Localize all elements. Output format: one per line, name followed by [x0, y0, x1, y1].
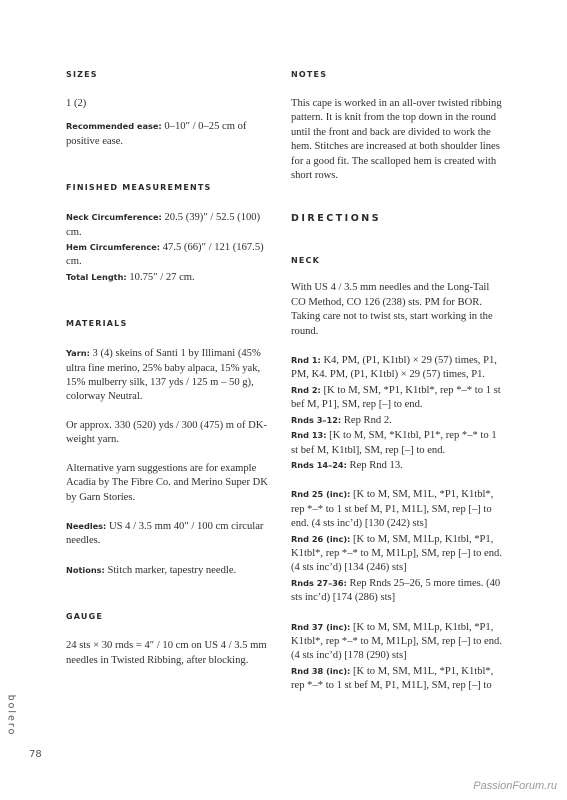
round-instruction: Rnd 38 (inc): [K to M, SM, M1L, *P1, K1tbl*, rep *–* to 1 st bef M, P1, M1L], SM, rep [–] to: [291, 665, 494, 692]
directions-heading: DIRECTIONS: [291, 213, 382, 225]
round-instruction: Rnd 25 (inc): [K to M, SM, M1L, *P1, K1tbl*, rep *–* to 1 st bef M, P1, M1L], SM, rep [–] to end. (4 sts inc’d) [130 (242) sts]: [291, 489, 494, 530]
hem-value: 47.5 (66)″ / 121 (167.5) cm.: [66, 242, 264, 268]
right-column: [291, 70, 506, 694]
round-instruction: Rnds 14–24: Rep Rnd 13.: [291, 459, 403, 471]
round-instruction: Rnds 3–12: Rep Rnd 2.: [291, 414, 392, 426]
yarn-alternatives: Alternative yarn suggestions are for example Acadia by The Fibre Co. and Merino Super DK by Garn Stories.: [66, 462, 268, 503]
sizes-heading: SIZES: [66, 70, 98, 79]
ease-label: Recommended ease:: [66, 121, 162, 132]
recommended-ease: [66, 119, 278, 149]
needles-label: Needles:: [66, 520, 107, 531]
gauge-heading: GAUGE: [66, 612, 104, 622]
round-instruction: Rnd 26 (inc): [K to M, SM, M1Lp, K1tbl, *P1, K1tbl*, rep *–* to M, M1Lp], SM, rep [–] to end. (4 sts inc’d) [134 (246) sts]: [291, 533, 502, 574]
yarn-approx: Or approx. 330 (520) yds / 300 (475) m of DK-weight yarn.: [66, 419, 267, 446]
rounds-block-1: [291, 353, 506, 473]
yarn-value: 3 (4) skeins of Santi 1 by Illimani (45% ultra fine merino, 25% baby alpaca, 15% yak, 15% mulberry silk, 137 yds / 125 m – 50 g), colorway Neutral.: [66, 348, 261, 403]
ease-value: 0–10″ / 0–25 cm of positive ease.: [66, 121, 247, 147]
side-label: bolero: [5, 694, 17, 737]
round-instruction: Rnd 37 (inc): [K to M, SM, M1Lp, K1tbl, *P1, K1tbl*, rep *–* to M, M1Lp], SM, rep [–] to end. (4 sts inc’d) [178 (290) sts]: [291, 621, 502, 662]
rounds-block-3: [291, 620, 506, 694]
rounds-block-2: [291, 487, 506, 605]
round-instruction: Rnd 1: K4, PM, (P1, K1tbl) × 29 (57) times, P1, PM, K4. PM, (P1, K1tbl) × 29 (57) times, P1.: [291, 355, 497, 381]
needles-value: US 4 / 3.5 mm 40″ / 100 cm circular needles.: [66, 520, 264, 547]
yarn-label: Yarn:: [66, 348, 90, 359]
page-number: 78: [29, 749, 42, 760]
sizes-value: 1 (2): [66, 98, 87, 109]
needles: [66, 519, 278, 549]
round-instruction: Rnds 27–36: Rep Rnds 25–26, 5 more times. (40 sts inc’d) [174 (286) sts]: [291, 577, 501, 604]
notions: [66, 563, 278, 578]
left-column: [66, 70, 278, 668]
yarn: [66, 346, 278, 405]
gauge-text: 24 sts × 30 rnds = 4″ / 10 cm on US 4 / 3.5 mm needles in Twisted Ribbing, after blocking.: [66, 640, 267, 666]
notions-label: Notions:: [66, 564, 105, 575]
total-length: [66, 270, 278, 285]
notions-value: Stitch marker, tapestry needle.: [107, 564, 237, 576]
watermark: PassionForum.ru: [473, 780, 557, 792]
finished-measurements-heading: FINISHED MEASUREMENTS: [66, 183, 212, 193]
round-instruction: Rnd 13: [K to M, SM, *K1tbl, P1*, rep *–* to 1 st bef M, K1tbl], SM, rep [–] to end.: [291, 430, 497, 456]
round-instruction: Rnd 2: [K to M, SM, *P1, K1tbl*, rep *–* to 1 st bef M, P1], SM, rep [–] to end.: [291, 384, 501, 411]
materials-heading: MATERIALS: [66, 319, 128, 329]
neck-heading: NECK: [291, 256, 321, 266]
length-label: Total Length:: [66, 271, 127, 282]
neck-circumference: [66, 210, 278, 240]
length-value: 10.75″ / 27 cm.: [129, 271, 195, 283]
notes-heading: NOTES: [291, 70, 328, 79]
notes-text: This cape is worked in an all-over twisted ribbing pattern. It is knit from the top down in the round until the front and back are divided to work the hem. Stitches are increased at both shoulder lines for a good fit. The scalloped hem is created with short rows.: [291, 98, 502, 182]
hem-circumference: [66, 240, 278, 270]
neck-value: 20.5 (39)″ / 52.5 (100) cm.: [66, 212, 261, 238]
neck-label: Neck Circumference:: [66, 212, 162, 223]
neck-intro: With US 4 / 3.5 mm needles and the Long-Tail CO Method, CO 126 (238) sts. PM for BOR. Taking care not to twist sts, start working in the round.: [291, 282, 493, 337]
hem-label: Hem Circumference:: [66, 242, 161, 253]
